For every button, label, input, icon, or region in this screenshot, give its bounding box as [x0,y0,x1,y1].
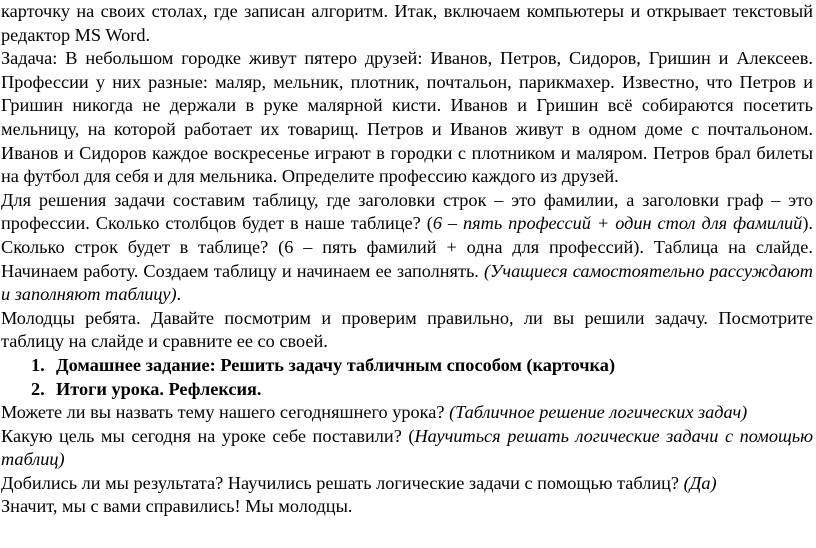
question-goal [1,425,813,472]
question-text: Можете ли вы назвать тему нашего сегодняшнего урока? [1,402,450,423]
question-topic [1,401,813,425]
paragraph-task: Задача: В небольшом городке живут пятеро друзей: Иванов, Петров, Сидоров, Гришин и Алексеев. Профессии у них разные: маляр, мельник, плотник, почтальон, парикмахер. Известно, что Петров и Гришин никогда не держали в руке малярной кисти. Иванов и Гришин всё собираются посетить мельницу, на которой работает их товарищ. Петров и Иванов живут в одном доме с почтальоном. Иванов и Сидоров каждое воскресенье играют в городки с плотником и маляром. Петров брал билеты на футбол для себя и для мельника. Определите профессию каждого из друзей. [1,48,813,187]
question-text: Добились ли мы результата? Научились решать логические задачи с помощью таблиц? [1,472,684,493]
numbered-list [1,354,813,401]
italic-answer: 6 – пять профессий + один стол для фамилий [432,213,803,234]
text-span: . [176,284,182,305]
question-result [1,472,813,496]
paragraph-intro: карточку на своих столах, где записан алгоритм. Итак, включаем компьютеры и открывает текстовый редактор MS Word. [1,1,813,45]
paragraph-table-solution [1,189,813,307]
list-text: Итоги урока. Рефлексия. [56,378,262,399]
italic-answer: Научиться решать логические задачи с помощью таблиц) [1,425,813,470]
text-span: Для решения задачи составим таблицу, где заголовки строк – это фамилии, а заголовки граф – это профессии. Сколько столбцов будет в наше таблице? ( [1,189,813,234]
italic-note: (Учащиеся самостоятельно рассуждают и заполняют таблицу) [1,260,813,305]
list-number: 2. [31,378,45,399]
list-number: 1. [31,354,45,375]
list-text: Домашнее задание: Решить задачу табличным способом (карточка) [56,354,616,375]
text-span: ). Сколько строк будет в таблице? (6 – пять фамилий + одна для профессий). Таблица на слайде. Начинаем работу. Создаем таблицу и начинаем ее заполнять. [1,213,813,281]
italic-answer: (Табличное решение логических задач) [449,402,748,423]
list-item-homework [31,354,813,378]
italic-answer: (Да) [683,472,717,493]
list-item-summary [31,378,813,402]
paragraph-conclusion: Значит, мы с вами справились! Мы молодцы. [1,496,353,517]
question-text: Какую цель мы сегодня на уроке себе поставили? ( [1,425,415,446]
paragraph-check: Молодцы ребята. Давайте посмотрим и проверим правильно, ли вы решили задачу. Посмотрите таблицу на слайде и сравните ее со своей. [1,307,813,352]
